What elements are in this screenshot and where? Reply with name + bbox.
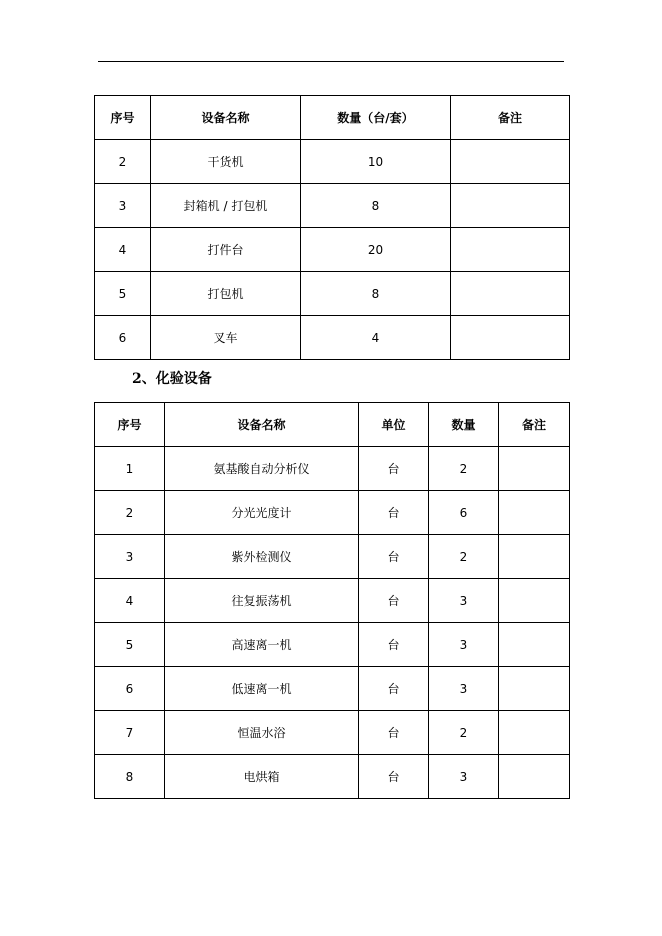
header-cell: 数量 [429,403,499,447]
cell-remark [499,491,570,535]
cell-name: 叉车 [151,316,301,360]
header-cell: 备注 [499,403,570,447]
cell-remark [499,623,570,667]
cell-remark [499,667,570,711]
cell-index: 7 [95,711,165,755]
cell-quantity: 2 [429,535,499,579]
table-row [95,579,570,623]
cell-remark [499,447,570,491]
cell-name: 高速离一机 [165,623,359,667]
cell-unit: 台 [359,711,429,755]
cell-index: 2 [95,491,165,535]
header-cell: 单位 [359,403,429,447]
cell-unit: 台 [359,579,429,623]
cell-index: 6 [95,667,165,711]
table-row [95,667,570,711]
cell-unit: 台 [359,447,429,491]
cell-remark [451,140,570,184]
table-row [95,755,570,799]
cell-remark [499,535,570,579]
cell-remark [451,316,570,360]
cell-name: 打包机 [151,272,301,316]
cell-name: 恒温水浴 [165,711,359,755]
cell-index: 8 [95,755,165,799]
cell-quantity: 10 [301,140,451,184]
table-header-row [95,96,570,140]
cell-quantity: 20 [301,228,451,272]
cell-quantity: 8 [301,184,451,228]
cell-unit: 台 [359,667,429,711]
table-row [95,316,570,360]
equipment-table-1 [94,95,570,360]
cell-quantity: 2 [429,447,499,491]
cell-index: 1 [95,447,165,491]
cell-remark [499,711,570,755]
cell-quantity: 2 [429,711,499,755]
table-row [95,623,570,667]
cell-quantity: 3 [429,579,499,623]
cell-quantity: 3 [429,667,499,711]
header-cell: 设备名称 [151,96,301,140]
header-cell: 设备名称 [165,403,359,447]
equipment-table-2 [94,402,570,799]
cell-remark [451,272,570,316]
cell-index: 5 [95,272,151,316]
cell-unit: 台 [359,491,429,535]
header-cell: 序号 [95,403,165,447]
cell-name: 往复振荡机 [165,579,359,623]
header-cell: 备注 [451,96,570,140]
table-header-row [95,403,570,447]
table-row [95,184,570,228]
cell-remark [499,579,570,623]
cell-quantity: 8 [301,272,451,316]
cell-remark [499,755,570,799]
cell-name: 低速离一机 [165,667,359,711]
cell-remark [451,228,570,272]
cell-unit: 台 [359,755,429,799]
cell-index: 3 [95,535,165,579]
cell-name: 分光光度计 [165,491,359,535]
header-rule [98,61,564,62]
cell-remark [451,184,570,228]
cell-name: 封箱机 / 打包机 [151,184,301,228]
cell-quantity: 6 [429,491,499,535]
cell-index: 6 [95,316,151,360]
table-row [95,447,570,491]
cell-index: 5 [95,623,165,667]
table-row [95,272,570,316]
cell-name: 紫外检测仪 [165,535,359,579]
table-row [95,491,570,535]
table-row [95,140,570,184]
header-cell: 数量（台/套） [301,96,451,140]
table-row [95,535,570,579]
cell-index: 2 [95,140,151,184]
cell-index: 4 [95,228,151,272]
cell-quantity: 3 [429,623,499,667]
table-row [95,228,570,272]
table-row [95,711,570,755]
header-cell: 序号 [95,96,151,140]
cell-index: 4 [95,579,165,623]
cell-quantity: 4 [301,316,451,360]
cell-unit: 台 [359,535,429,579]
cell-name: 打件台 [151,228,301,272]
section-heading: 2、化验设备 [132,371,212,387]
cell-name: 干货机 [151,140,301,184]
cell-index: 3 [95,184,151,228]
cell-unit: 台 [359,623,429,667]
cell-name: 电烘箱 [165,755,359,799]
cell-name: 氨基酸自动分析仪 [165,447,359,491]
cell-quantity: 3 [429,755,499,799]
